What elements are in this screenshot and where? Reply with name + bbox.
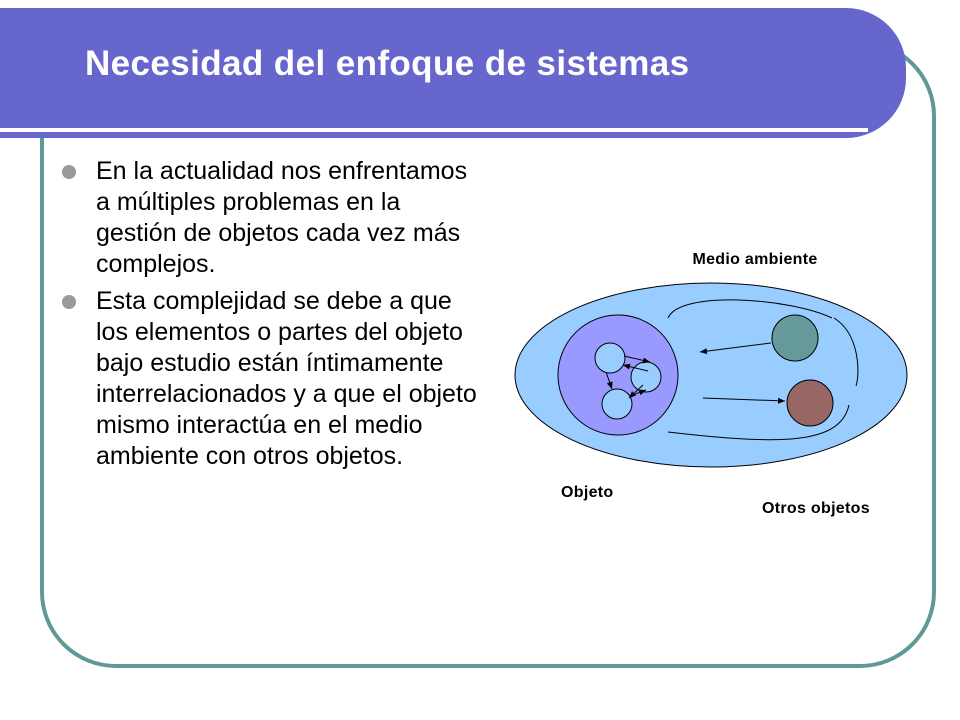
bullet-text-2: Esta complejidad se debe a que los elementos o partes del objeto bajo estudio están íntimamente interrelacionados y a que el objeto mismo interactúa en el medio ambiente con otros objetos. xyxy=(96,287,477,470)
other-objects-label: Otros objetos xyxy=(762,500,870,517)
object-label: Objeto xyxy=(561,484,614,501)
bullet-text-1: En la actualidad nos enfrentamos a múltiples problemas en la gestión de objetos cada vez más complejos. xyxy=(96,157,468,278)
environment-label: Medio ambiente xyxy=(692,251,818,268)
other-object-teal xyxy=(772,315,818,361)
element-node-3 xyxy=(602,389,632,419)
slide-title: Necesidad del enfoque de sistemas xyxy=(85,44,690,83)
other-object-red xyxy=(787,380,833,426)
element-node-1 xyxy=(595,343,625,373)
element-node-2 xyxy=(631,362,661,392)
